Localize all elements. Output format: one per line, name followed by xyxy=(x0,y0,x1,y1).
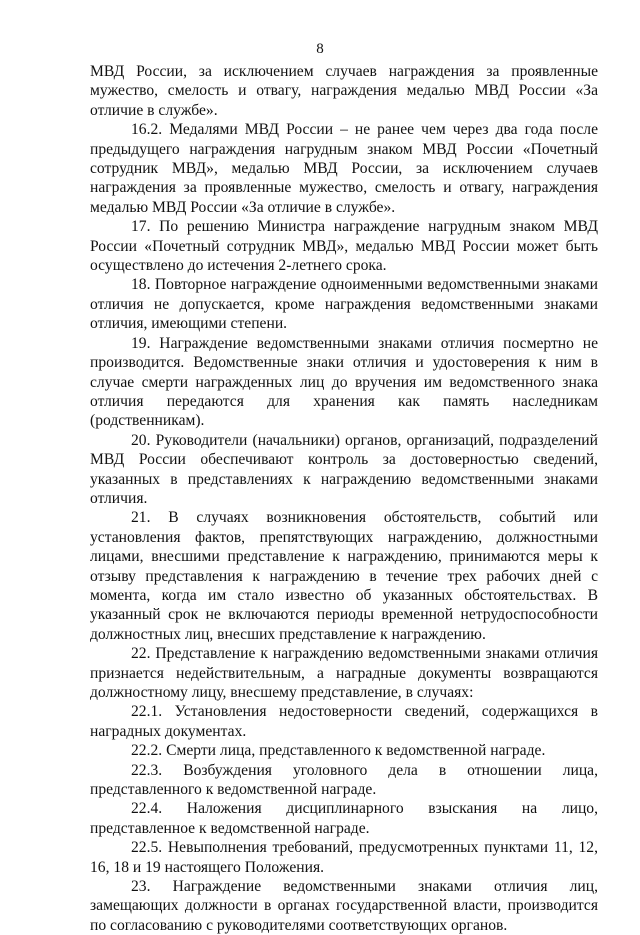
paragraph-22-5: 22.5. Невыполнения требований, предусмотренных пунктами 11, 12, 16, 18 и 19 настоящего Положения. xyxy=(90,839,598,876)
paragraph-21: 21. В случаях возникновения обстоятельств, событий или установления фактов, препятствующих награждению, должностными лицами, внесшими представление к награждению, принимаются меры к отзыву представления к награждению в течение трех рабочих дней с момента, когда им стало известно об указанных обстоятельствах. В указанный срок не включаются периоды временной нетрудоспособности должностных лиц, внесших представление к награждению. xyxy=(90,509,598,643)
paragraph-22: 22. Представление к награждению ведомственными знаками отличия признается недействительным, а наградные документы возвращаются должностному лицу, внесшему представление, в случаях: xyxy=(90,645,598,701)
paragraph-23: 23. Награждение ведомственными знаками отличия лиц, замещающих должности в органах государственной власти, производится по согласованию с руководителями соответствующих органов. xyxy=(90,878,598,934)
paragraph-22-2: 22.2. Смерти лица, представленного к ведомственной награде. xyxy=(131,742,546,760)
document-body xyxy=(90,62,598,935)
paragraph-16-2: 16.2. Медалями МВД России – не ранее чем через два года после предыдущего награждения нагрудным знаком МВД России «Почетный сотрудник МВД», медалью МВД России, за исключением случаев награждения за проявленные мужество, смелость и отвагу, награждения медалью МВД России «За отличие в службе». xyxy=(90,121,598,216)
paragraph-17: 17. По решению Министра награждение нагрудным знаком МВД России «Почетный сотрудник МВД», медалью МВД России может быть осуществлено до истечения 2-летнего срока. xyxy=(90,218,598,275)
paragraph-22-1: 22.1. Установления недостоверности сведений, содержащихся в наградных документах. xyxy=(90,703,598,740)
paragraph-20: 20. Руководители (начальники) органов, организаций, подразделений МВД России обеспечивают контроль за достоверностью сведений, указанных в представлениях к награждению ведомственными знаками отличия. xyxy=(90,431,598,507)
paragraph-continuation: МВД России, за исключением случаев награждения за проявленные мужество, смелость и отвагу, награждения медалью МВД России «За отличие в службе». xyxy=(90,63,598,119)
paragraph-22-3: 22.3. Возбуждения уголовного дела в отношении лица, представленного к ведомственной награде. xyxy=(90,761,598,799)
paragraph-18: 18. Повторное награждение одноименными ведомственными знаками отличия не допускается, кроме награждения ведомственными знаками отличия, имеющими степени. xyxy=(90,276,598,333)
paragraph-19: 19. Награждение ведомственными знаками отличия посмертно не производится. Ведомственные знаки отличия и удостоверения к ним в случае смерти награжденных лиц до вручения им ведомственного знака отличия передаются для хранения как память наследникам (родственникам). xyxy=(90,334,598,430)
page-number: 8 xyxy=(316,41,324,57)
paragraph-22-4: 22.4. Наложения дисциплинарного взыскания на лицо, представленное к ведомственной награде. xyxy=(90,800,598,837)
